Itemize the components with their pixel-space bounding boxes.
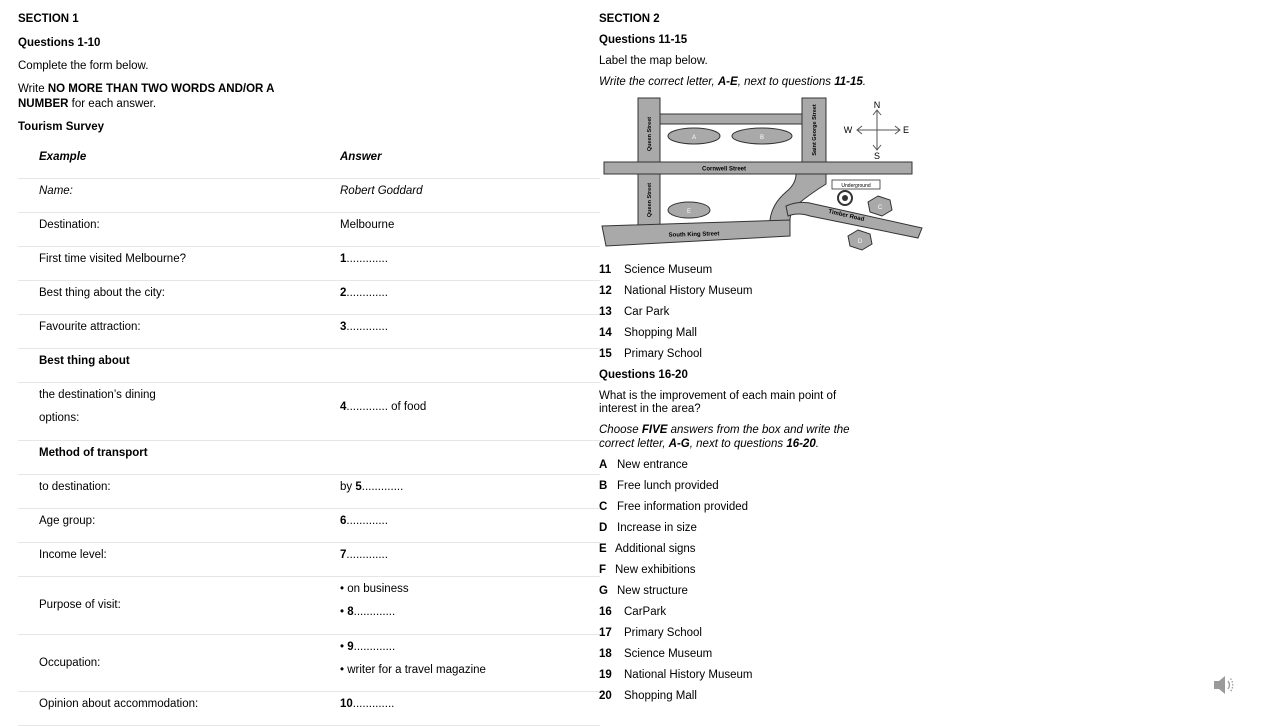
- answer-blank: [340, 481, 403, 493]
- instruction-bold: A-G: [668, 438, 690, 450]
- speaker-body: [1214, 676, 1225, 694]
- list-item: [599, 285, 752, 297]
- option-item: [599, 522, 697, 534]
- answer-blank: [340, 549, 388, 561]
- blank-dots: .............: [346, 515, 388, 527]
- timber-road-label: Timber Road: [827, 208, 865, 224]
- row-value: • writer for a travel magazine: [340, 664, 486, 676]
- item-text: Primary School: [624, 348, 702, 360]
- answer-blank: [340, 321, 388, 333]
- question-number: 12: [599, 285, 612, 297]
- option-item: [599, 459, 688, 471]
- blank-dots: .............: [352, 698, 395, 710]
- south-king-street-label: South King Street: [668, 231, 720, 239]
- instruction-text: , next to questions: [737, 76, 835, 88]
- question-number: 7: [340, 549, 347, 561]
- section2-title: SECTION 2: [599, 13, 660, 25]
- row-value: Robert Goddard: [340, 185, 423, 197]
- table-row: [18, 576, 600, 634]
- question-number: 4: [340, 401, 347, 413]
- option-text: Increase in size: [617, 522, 697, 534]
- queen-street-upper-label: Queen Street: [647, 116, 653, 152]
- option-text: New structure: [617, 585, 688, 597]
- answer-blank: [340, 698, 394, 710]
- blank-dots: .............: [346, 253, 388, 265]
- option-letter: C: [599, 501, 608, 513]
- question-number: 2: [340, 287, 347, 299]
- blank-dots: .............: [353, 641, 396, 653]
- table-row: [18, 178, 600, 212]
- bullet: •: [340, 606, 348, 618]
- choose-instruction-line2: [599, 438, 819, 450]
- question-number: 11: [599, 264, 612, 276]
- instruction-text: correct letter,: [599, 438, 669, 450]
- instruction-bold: A-E: [717, 76, 738, 88]
- instruction-bold: 11-15: [834, 76, 863, 88]
- answer-blank: [340, 401, 426, 413]
- list-item: [599, 606, 666, 618]
- question-number: 15: [599, 348, 612, 360]
- question-number: 1: [340, 253, 347, 265]
- option-letter: G: [599, 585, 608, 597]
- row-label: First time visited Melbourne?: [39, 253, 186, 265]
- compass-w-label: W: [843, 125, 853, 135]
- option-item: [599, 564, 696, 576]
- row-label: options:: [39, 412, 80, 424]
- table-row: [18, 440, 600, 474]
- compass-s-label: S: [873, 151, 881, 161]
- option-text: Additional signs: [615, 543, 696, 555]
- question-number: 8: [347, 606, 354, 618]
- section1-instruction: Complete the form below.: [18, 60, 149, 72]
- answer-blank: [340, 515, 388, 527]
- question-number: 17: [599, 627, 612, 639]
- list-item: [599, 264, 712, 276]
- table-row: [18, 314, 600, 348]
- option-text: Free information provided: [617, 501, 749, 513]
- location-b-label: B: [759, 135, 765, 141]
- section2-questions-16-20: Questions 16-20: [599, 369, 688, 381]
- question-text-line1: What is the improvement of each main point of: [599, 390, 837, 402]
- list-item: [599, 306, 669, 318]
- blank-dots: .............: [346, 287, 388, 299]
- instruction-text: .: [862, 76, 866, 88]
- row-label: Purpose of visit:: [39, 599, 121, 611]
- instruction-bold: NUMBER: [18, 98, 69, 110]
- list-item: [599, 648, 712, 660]
- option-text: New entrance: [617, 459, 688, 471]
- instruction-text: , next to questions: [689, 438, 787, 450]
- item-text: CarPark: [624, 606, 667, 618]
- location-a-label: A: [691, 135, 697, 141]
- bullet: •: [340, 641, 348, 653]
- form-title: Tourism Survey: [18, 121, 105, 133]
- item-text: National History Museum: [624, 669, 753, 681]
- table-row: [18, 212, 600, 246]
- question-number: 13: [599, 306, 612, 318]
- option-letter: A: [599, 459, 608, 471]
- table-row: [18, 634, 600, 691]
- option-letter: D: [599, 522, 608, 534]
- instruction-text: answers from the box and write the: [667, 424, 850, 436]
- cornwell-street: [604, 162, 912, 174]
- answer-blank: [340, 253, 388, 265]
- speaker-wave-2: [1231, 679, 1233, 692]
- option-letter: F: [599, 564, 607, 576]
- option-text: New exhibitions: [615, 564, 696, 576]
- table-row: [18, 691, 600, 726]
- answer-prefix: by: [340, 481, 356, 493]
- saint-george-street-label: Saint George Street: [812, 104, 818, 156]
- section1-word-limit-line2: [18, 98, 156, 110]
- cornwell-street-label: Cornwell Street: [701, 166, 747, 173]
- blank-dots: ............. of food: [346, 401, 427, 413]
- list-item: [599, 690, 697, 702]
- row-label: Age group:: [39, 515, 96, 527]
- list-item: [599, 348, 702, 360]
- row-label: Opinion about accommodation:: [39, 698, 199, 710]
- table-header-row: [18, 145, 600, 178]
- list-item: [599, 627, 702, 639]
- item-text: Science Museum: [624, 264, 713, 276]
- item-text: Car Park: [624, 306, 670, 318]
- row-label: Destination:: [39, 219, 100, 231]
- section2-questions: Questions 11-15: [599, 34, 688, 46]
- table-row: [18, 474, 600, 508]
- question-number: 19: [599, 669, 612, 681]
- item-text: Shopping Mall: [624, 327, 697, 339]
- instruction-text: .: [815, 438, 819, 450]
- row-label-bold: Method of transport: [39, 447, 148, 459]
- row-value: • on business: [340, 583, 409, 595]
- map-instruction: Label the map below.: [599, 55, 708, 67]
- compass-e-label: E: [902, 125, 910, 135]
- option-item: [599, 501, 748, 513]
- option-letter: E: [599, 543, 607, 555]
- question-number: 6: [340, 515, 347, 527]
- question-number: 5: [355, 481, 362, 493]
- section1-questions: Questions 1-10: [18, 37, 101, 49]
- question-number: 16: [599, 606, 612, 618]
- street-map: [600, 96, 925, 252]
- answer-blank: [340, 287, 388, 299]
- row-label: Occupation:: [39, 657, 101, 669]
- row-value: Melbourne: [340, 219, 395, 231]
- location-e-label: E: [686, 209, 692, 215]
- table-row: [18, 348, 600, 382]
- section1-title: SECTION 1: [18, 13, 79, 25]
- option-letter: B: [599, 480, 608, 492]
- answer-blank: [340, 606, 395, 618]
- compass-n-label: N: [873, 100, 881, 110]
- question-number: 14: [599, 327, 612, 339]
- row-label: Best thing about the city:: [39, 287, 165, 299]
- row-label: Income level:: [39, 549, 107, 561]
- row-label: Name:: [39, 185, 73, 197]
- option-item: [599, 543, 696, 555]
- instruction-bold: NO MORE THAN TWO WORDS AND/OR A: [47, 83, 275, 95]
- speaker-icon[interactable]: [1212, 672, 1238, 698]
- question-number: 3: [340, 321, 347, 333]
- table-row: [18, 280, 600, 314]
- item-text: National History Museum: [624, 285, 753, 297]
- question-number: 18: [599, 648, 612, 660]
- row-label: Favourite attraction:: [39, 321, 141, 333]
- question-number: 9: [347, 641, 354, 653]
- table-row: [18, 382, 600, 440]
- row-label-bold: Best thing about: [39, 355, 130, 367]
- instruction-text: Write the correct letter,: [599, 76, 718, 88]
- speaker-wave-1: [1228, 681, 1230, 689]
- instruction-text: Write: [18, 83, 48, 95]
- row-label: the destination’s dining: [39, 389, 156, 401]
- header-example: Example: [39, 151, 87, 163]
- blank-dots: .............: [346, 321, 388, 333]
- item-text: Primary School: [624, 627, 702, 639]
- list-item: [599, 327, 697, 339]
- blank-dots: .............: [353, 606, 396, 618]
- location-c-label: C: [877, 205, 883, 211]
- option-text: Free lunch provided: [617, 480, 719, 492]
- question-number: 10: [340, 698, 353, 710]
- instruction-text: Choose: [599, 424, 642, 436]
- table-row: [18, 246, 600, 280]
- instruction-bold: FIVE: [641, 424, 668, 436]
- header-answer: Answer: [340, 151, 382, 163]
- table-row: [18, 542, 600, 576]
- section1-word-limit: [18, 83, 274, 95]
- instruction-text: for each answer.: [68, 98, 157, 110]
- question-number: 20: [599, 690, 612, 702]
- question-text-line2: interest in the area?: [599, 403, 701, 415]
- table-row: [18, 508, 600, 542]
- choose-instruction-line1: [599, 424, 850, 436]
- top-connector-street: [660, 114, 802, 124]
- instruction-bold: 16-20: [786, 438, 816, 450]
- underground-icon-center: [842, 195, 848, 201]
- option-item: [599, 480, 719, 492]
- item-text: Shopping Mall: [624, 690, 697, 702]
- tourism-survey-table: [18, 145, 600, 726]
- location-d-label: D: [857, 239, 863, 245]
- list-item: [599, 669, 752, 681]
- blank-dots: .............: [361, 481, 404, 493]
- map-instruction-letters: [599, 76, 866, 88]
- item-text: Science Museum: [624, 648, 713, 660]
- underground-label: Underground: [841, 183, 871, 189]
- blank-dots: .............: [346, 549, 388, 561]
- row-label: to destination:: [39, 481, 111, 493]
- queen-street-lower-label: Queen Street: [647, 182, 653, 218]
- answer-blank: [340, 641, 395, 653]
- option-item: [599, 585, 688, 597]
